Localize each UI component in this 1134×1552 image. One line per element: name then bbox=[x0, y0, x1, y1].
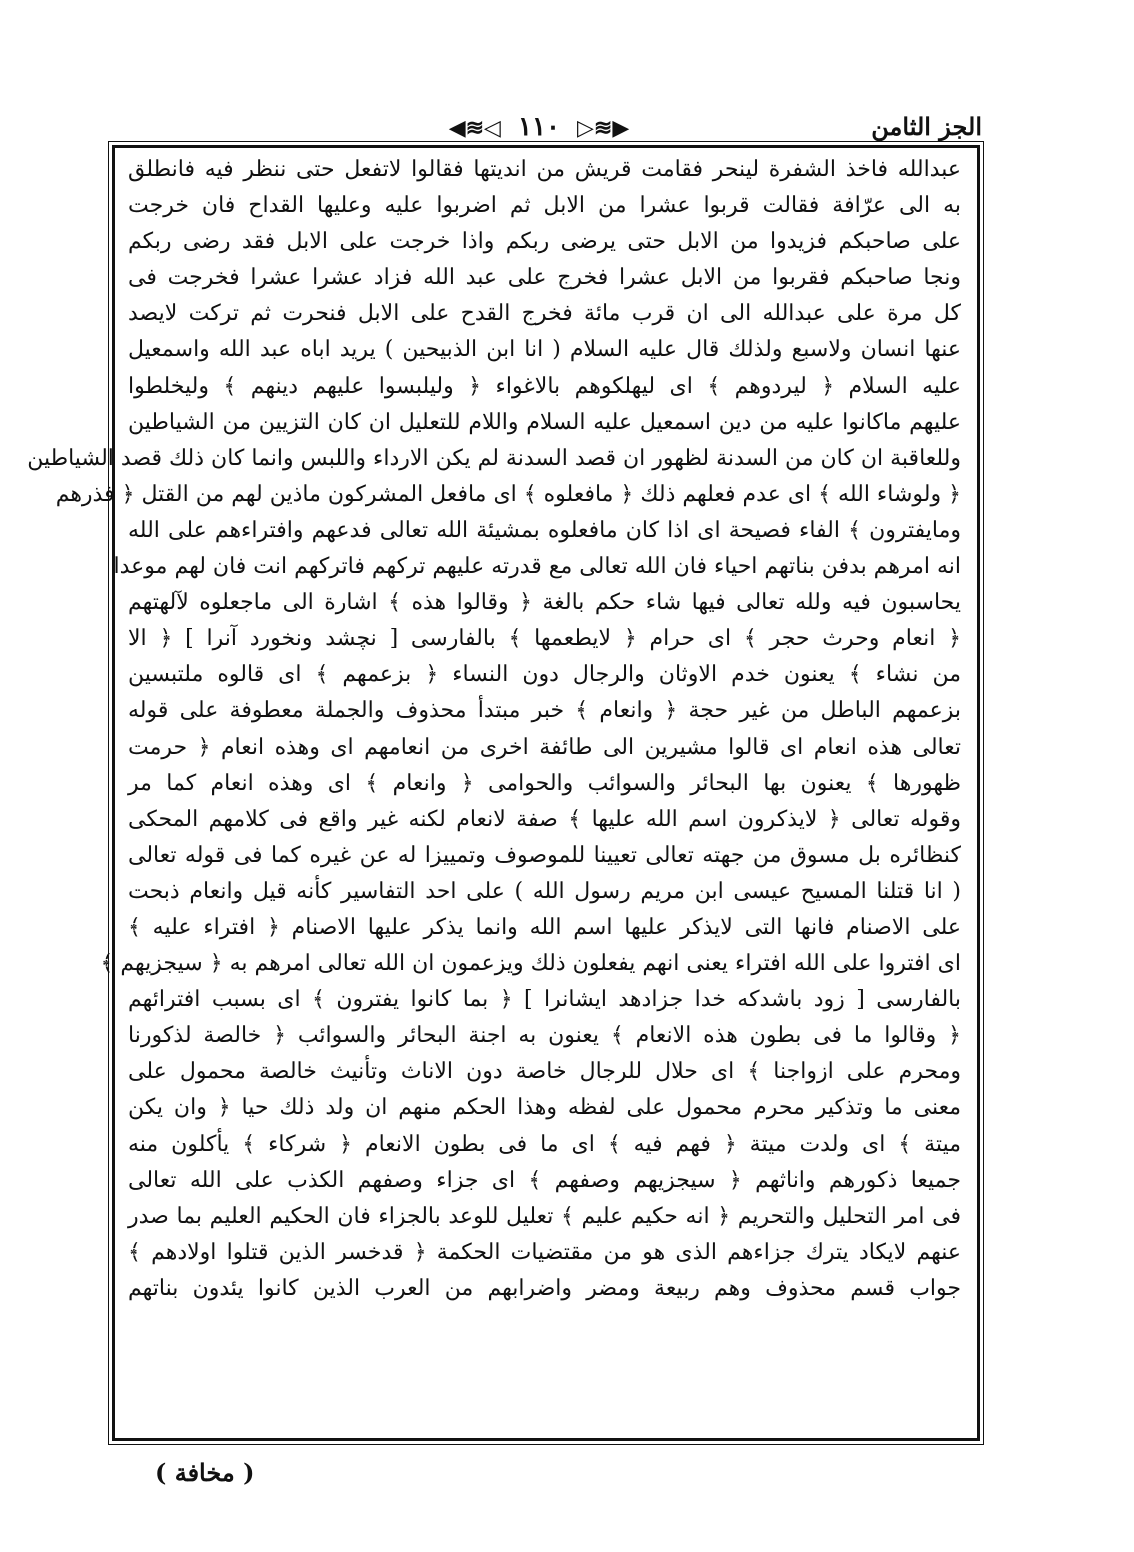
text-line: ﴿ وقالوا ما فى بطون هذه الانعام ﴾ يعنون به اجنة البحائر والسوائب ﴿ خالصة لذكورنا bbox=[128, 1023, 961, 1049]
text-line: ومحرم على ازواجنا ﴾ اى حلال للرجال خاصة دون الاناث وتأنيث خالصة محمول على bbox=[128, 1059, 961, 1085]
text-line: يحاسبون فيه ولله تعالى فيها شاء حكم بالغة ﴿ وقالوا هذه ﴾ اشارة الى ماجعلوه لآلهتهم bbox=[128, 590, 961, 616]
text-line: ومايفترون ﴾ الفاء فصيحة اى اذا كان مافعلوه بمشيئة الله تعالى فدعهم وافتراءهم على الله bbox=[128, 517, 961, 543]
text-line: عنهم لايكاد يترك جزاءهم الذى هو من مقتضيات الحكمة ﴿ قدخسر الذين قتلوا اولادهم ﴾ bbox=[128, 1239, 961, 1265]
text-line: جميعا ذكورهم واناثهم ﴿ سيجزيهم وصفهم ﴾ اى جزاء وصفهم الكذب على الله تعالى bbox=[128, 1167, 961, 1193]
page-number-area bbox=[394, 112, 684, 142]
page-number: ١١٠ bbox=[518, 112, 560, 142]
text-line: ﴿ انعام وحرث حجر ﴾ اى حرام ﴿ لايطعمها ﴾ بالفارسى [ نچشد ونخورد آنرا ] ﴿ الا bbox=[128, 626, 961, 652]
page-header bbox=[112, 112, 982, 146]
text-line: انه امرهم بدفن بناتهم احياء فان الله تعالى مع قدرته عليهم تركهم فاتركهم انت فان لهم موعدا bbox=[113, 554, 961, 580]
text-line: ميتة ﴾ اى ولدت ميتة ﴿ فهم فيه ﴾ اى ما فى بطون الانعام ﴿ شركاء ﴾ يأكلون منه bbox=[128, 1131, 961, 1157]
text-line: وللعاقبة ان كان من السدنة لظهور ان قصد السدنة لم يكن الارداء واللبس وانما كان ذلك قصد الشياطين bbox=[27, 445, 961, 471]
text-line: ونجا صاحبكم فقربوا من الابل عشرا فخرج على عبد الله فزاد عشرا عشرا فخرجت فى bbox=[128, 265, 961, 291]
text-line: فى امر التحليل والتحريم ﴿ انه حكيم عليم ﴾ تعليل للوعد بالجزاء فان الحكيم العليم بما صدر bbox=[128, 1203, 961, 1229]
text-line: على صاحبكم فزيدوا من الابل حتى يرضى ربكم واذا خرجت على الابل فقد رضى ربكم bbox=[128, 229, 961, 255]
text-line: على الاصنام فانها التى لايذكر عليها اسم الله وانما يذكر عليها الاصنام ﴿ افتراء عليه ﴾ bbox=[128, 914, 961, 940]
section-label: الجز الثامن bbox=[871, 112, 982, 141]
text-line: كل مرة على عبدالله الى ان قرب مائة فخرج القدح على الابل فنحرت ثم تركت لايصد bbox=[128, 301, 961, 327]
catchword: ( مخافة ) bbox=[155, 1458, 255, 1487]
text-line: وقوله تعالى ﴿ لايذكرون اسم الله عليها ﴾ صفة لانعام لكنه غير واقع فى كلامهم المحكى bbox=[128, 806, 961, 832]
text-line: كنظائره بل مسوق من جهته تعالى تعيينا للموصوف وتمييزا له عن غيره كما فى قوله تعالى bbox=[128, 842, 961, 868]
text-line: بزعمهم الباطل من غير حجة ﴿ وانعام ﴾ خبر مبتدأ محذوف والجملة معطوفة على قوله bbox=[128, 698, 961, 724]
text-line: عليهم ماكانوا عليه من دين اسمعيل عليه السلام واللام للتعليل ان كان التزيين من الشياطين bbox=[128, 409, 961, 435]
text-line: معنى ما وتذكير محرم محمول على لفظه وهذا الحكم منهم ان ولد ذلك حيا ﴿ وان يكن bbox=[128, 1095, 961, 1121]
text-line: ﴿ ولوشاء الله ﴾ اى عدم فعلهم ذلك ﴿ مافعلوه ﴾ اى مافعل المشركون ماذين لهم من القتل ﴿ فذرهم bbox=[55, 481, 961, 507]
ornament-left-icon: ◁≋◀ bbox=[448, 115, 501, 141]
text-line: جواب قسم محذوف وهم ربيعة ومضر واضرابهم من العرب الذين كانوا يئدون بناتهم bbox=[128, 1275, 961, 1301]
text-line: عليه السلام ﴿ ليردوهم ﴾ اى ليهلكوهم بالاغواء ﴿ وليلبسوا عليهم دينهم ﴾ وليخلطوا bbox=[128, 373, 961, 399]
body-text bbox=[27, 152, 961, 1432]
text-line: عنها انسان ولاسبع ولذلك قال عليه السلام ( انا ابن الذبيحين ) يريد اباه عبد الله واسمعيل bbox=[128, 337, 961, 363]
text-line: ظهورها ﴾ يعنون بها البحائر والسوائب والحوامى ﴿ وانعام ﴾ اى وهذه انعام كما مر bbox=[128, 770, 961, 796]
text-line: اى افتروا على الله افتراء يعنى انهم يفعلون ذلك ويزعمون ان الله تعالى امرهم به ﴿ سيجزيهم ﴾ bbox=[100, 951, 961, 977]
text-line: عبدالله فاخذ الشفرة لينحر فقامت قريش من انديتها فقالوا لاتفعل حتى ننظر فيه فانطلق bbox=[128, 157, 961, 182]
text-line: تعالى هذه انعام اى قالوا مشيرين الى طائفة اخرى من انعامهم اى وهذه انعام ﴿ حرمت bbox=[128, 734, 961, 760]
ornament-right-icon: ▶≋▷ bbox=[577, 115, 630, 141]
text-line: بالفارسى [ زود باشدكه خدا جزادهد ايشانرا ] ﴿ بما كانوا يفترون ﴾ اى بسبب افترائهم bbox=[128, 987, 961, 1013]
text-line: من نشاء ﴾ يعنون خدم الاوثان والرجال دون النساء ﴿ بزعمهم ﴾ اى قالوه ملتبسين bbox=[128, 662, 961, 688]
text-line: ( انا قتلنا المسيح عيسى ابن مريم رسول الله ) على احد التفاسير كأنه قيل وانعام ذبحت bbox=[128, 878, 961, 904]
text-line: به الى عرّافة فقالت قربوا عشرا من الابل ثم اضربوا عليه وعليها القداح فان خرجت bbox=[128, 193, 961, 219]
